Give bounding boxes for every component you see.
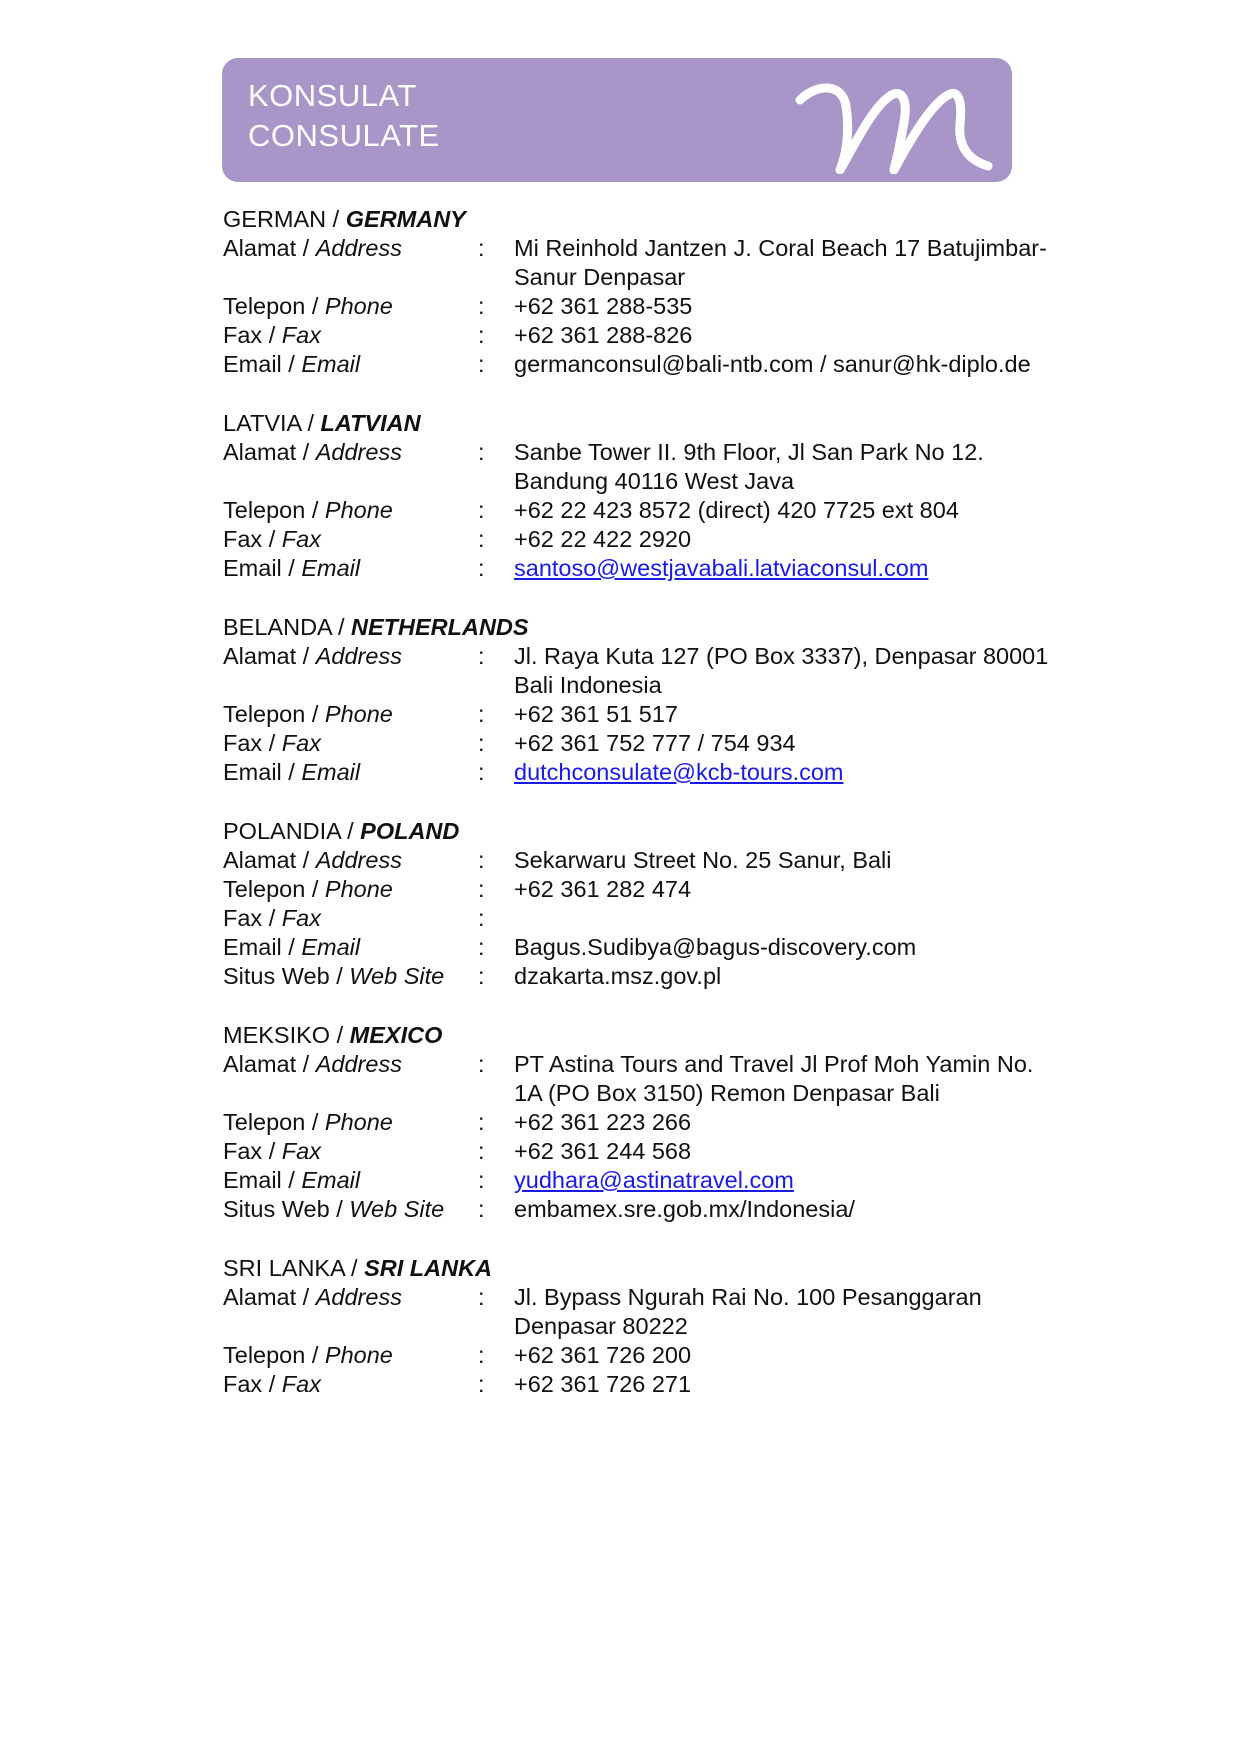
country-heading [223,817,1103,846]
consulate-list [223,205,1103,1429]
website-row [223,962,1103,991]
phone-row [223,875,1103,904]
address-label: Alamat / Address [223,439,402,465]
phone-label: Telepon / Phone [223,1109,393,1135]
country-heading [223,613,1103,642]
phone-row [223,292,1103,321]
colon-separator: : [478,235,485,261]
fax-row [223,525,1103,554]
address-line: Bandung 40116 West Java [514,468,795,494]
colon-separator: : [478,847,485,873]
country-name-english: NETHERLANDS [351,614,529,640]
consulate-section [223,817,1103,991]
fax-value [514,321,1103,350]
colon-separator: : [478,1051,485,1077]
country-name-local: GERMAN / [223,206,346,232]
country-name-english: GERMANY [345,206,466,232]
phone-row [223,1108,1103,1137]
email-value [514,1166,1103,1195]
phone-value [514,1341,1103,1370]
colon-separator: : [478,1167,485,1193]
address-line: Jl. Raya Kuta 127 (PO Box 3337), Denpasar 80001 [514,643,1049,669]
address-row [223,438,1103,496]
phone-row [223,700,1103,729]
website-value [514,962,1103,991]
colon-separator: : [478,759,485,785]
website-label: Situs Web / Web Site [223,963,445,989]
address-line: 1A (PO Box 3150) Remon Denpasar Bali [514,1080,940,1106]
country-name-local: LATVIA / [223,410,321,436]
email-value [514,758,1103,787]
address-row [223,234,1103,292]
colon-separator: : [478,934,485,960]
country-name-english: MEXICO [349,1022,443,1048]
email-text: Bagus.Sudibya@bagus-discovery.com [514,934,917,960]
country-name-local: MEKSIKO / [223,1022,350,1048]
phone-value [514,496,1103,525]
address-line: Jl. Bypass Ngurah Rai No. 100 Pesanggaran [514,1284,982,1310]
colon-separator: : [478,439,485,465]
phone-number: +62 361 726 200 [514,1342,692,1368]
address-value [514,438,1103,496]
fax-value [514,1137,1103,1166]
colon-separator: : [478,1109,485,1135]
consulate-section [223,205,1103,379]
fax-row [223,1137,1103,1166]
email-value [514,554,1103,583]
fax-label: Fax / Fax [223,1371,321,1397]
fax-number: +62 361 752 777 / 754 934 [514,730,796,756]
address-line: PT Astina Tours and Travel Jl Prof Moh Yamin No. [514,1051,1034,1077]
address-row [223,642,1103,700]
consulate-section [223,1254,1103,1399]
fax-label: Fax / Fax [223,730,321,756]
email-label: Email / Email [223,759,361,785]
email-row [223,933,1103,962]
email-label: Email / Email [223,555,361,581]
fax-label: Fax / Fax [223,905,321,931]
banner-title-line1: KONSULAT [248,78,417,113]
phone-value [514,700,1103,729]
address-line: Mi Reinhold Jantzen J. Coral Beach 17 Batujimbar- [514,235,1047,261]
fax-row [223,904,1103,933]
fax-value [514,729,1103,758]
email-row [223,1166,1103,1195]
website-label: Situs Web / Web Site [223,1196,445,1222]
email-row [223,350,1103,379]
colon-separator: : [478,322,485,348]
address-value [514,1050,1103,1108]
country-heading [223,1021,1103,1050]
email-text: germanconsul@bali-ntb.com / sanur@hk-diplo.de [514,351,1031,377]
consulate-section [223,1021,1103,1224]
address-label: Alamat / Address [223,1284,402,1310]
country-name-english: POLAND [360,818,460,844]
address-line: Sekarwaru Street No. 25 Sanur, Bali [514,847,892,873]
banner-title-line2: CONSULATE [248,118,440,153]
country-heading [223,1254,1103,1283]
colon-separator: : [478,1138,485,1164]
colon-separator: : [478,526,485,552]
address-label: Alamat / Address [223,643,402,669]
banner-title [248,76,440,156]
address-label: Alamat / Address [223,1051,402,1077]
email-label: Email / Email [223,351,361,377]
phone-value [514,875,1103,904]
email-label: Email / Email [223,1167,361,1193]
email-value [514,933,1103,962]
address-line: Denpasar 80222 [514,1313,688,1339]
fax-value [514,904,1103,933]
fax-number: +62 361 288-826 [514,322,693,348]
address-value [514,1283,1103,1341]
phone-number: +62 361 223 266 [514,1109,692,1135]
address-row [223,846,1103,875]
consulate-section [223,613,1103,787]
address-line: Sanbe Tower II. 9th Floor, Jl San Park No 12. [514,439,984,465]
website-value [514,1195,1103,1224]
phone-number: +62 361 51 517 [514,701,679,727]
phone-row [223,496,1103,525]
country-heading [223,409,1103,438]
fax-value [514,525,1103,554]
colon-separator: : [478,293,485,319]
colon-separator: : [478,963,485,989]
address-label: Alamat / Address [223,235,402,261]
email-row [223,554,1103,583]
phone-label: Telepon / Phone [223,497,393,523]
colon-separator: : [478,1196,485,1222]
email-link[interactable]: yudhara@astinatravel.com [514,1167,794,1193]
colon-separator: : [478,351,485,377]
address-line: Sanur Denpasar [514,264,686,290]
phone-number: +62 361 282 474 [514,876,692,902]
colon-separator: : [478,701,485,727]
m-script-logo-icon [794,66,994,174]
fax-number: +62 361 726 271 [514,1371,692,1397]
fax-label: Fax / Fax [223,526,321,552]
consulate-section [223,409,1103,583]
website-row [223,1195,1103,1224]
colon-separator: : [478,1342,485,1368]
country-name-local: BELANDA / [223,614,351,640]
address-row [223,1050,1103,1108]
email-label: Email / Email [223,934,361,960]
colon-separator: : [478,1284,485,1310]
colon-separator: : [478,876,485,902]
fax-number: +62 22 422 2920 [514,526,692,552]
colon-separator: : [478,497,485,523]
fax-number: +62 361 244 568 [514,1138,692,1164]
email-link[interactable]: dutchconsulate@kcb-tours.com [514,759,844,785]
phone-number: +62 361 288-535 [514,293,693,319]
phone-row [223,1341,1103,1370]
website-text: dzakarta.msz.gov.pl [514,963,722,989]
address-value [514,234,1103,292]
country-name-local: POLANDIA / [223,818,361,844]
address-line: Bali Indonesia [514,672,662,698]
fax-row [223,1370,1103,1399]
phone-label: Telepon / Phone [223,701,393,727]
phone-label: Telepon / Phone [223,876,393,902]
address-label: Alamat / Address [223,847,402,873]
fax-label: Fax / Fax [223,1138,321,1164]
email-row [223,758,1103,787]
colon-separator: : [478,905,485,931]
colon-separator: : [478,643,485,669]
country-name-english: SRI LANKA [364,1255,493,1281]
phone-value [514,292,1103,321]
phone-label: Telepon / Phone [223,293,393,319]
phone-value [514,1108,1103,1137]
colon-separator: : [478,555,485,581]
email-link[interactable]: santoso@westjavabali.latviaconsul.com [514,555,929,581]
country-name-english: LATVIAN [320,410,421,436]
email-value [514,350,1103,379]
address-value [514,642,1103,700]
colon-separator: : [478,1371,485,1397]
country-name-local: SRI LANKA / [223,1255,365,1281]
fax-label: Fax / Fax [223,322,321,348]
fax-value [514,1370,1103,1399]
header-banner [222,58,1012,182]
colon-separator: : [478,730,485,756]
website-text: embamex.sre.gob.mx/Indonesia/ [514,1196,855,1222]
fax-row [223,321,1103,350]
fax-row [223,729,1103,758]
address-value [514,846,1103,875]
phone-label: Telepon / Phone [223,1342,393,1368]
country-heading [223,205,1103,234]
phone-number: +62 22 423 8572 (direct) 420 7725 ext 804 [514,497,959,523]
address-row [223,1283,1103,1341]
